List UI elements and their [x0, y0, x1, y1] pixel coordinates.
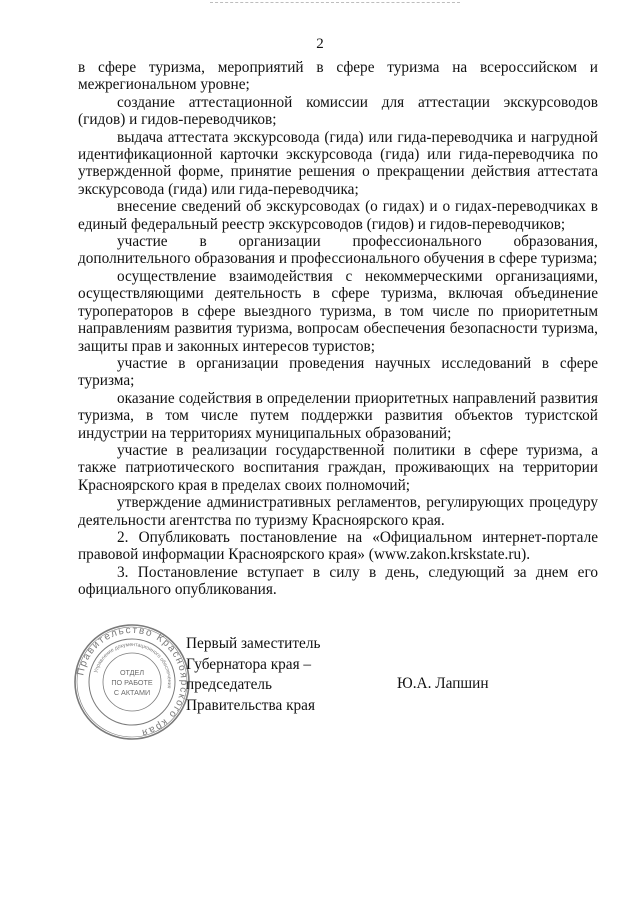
paragraph: внесение сведений об экскурсоводах (о гидах) и о гидах-переводчиках в единый федеральный реестр экскурсоводов (гидов) и гидов-переводчиков;: [78, 198, 598, 233]
signatory-title-line: председатель: [186, 676, 273, 693]
paragraph: осуществление взаимодействия с некоммерческими организациями, осуществляющими деятельность в сфере туризма, включая объединение туроператоров в сфере выездного туризма, в том числе по приоритетным направлениям развития туризма, вопросам обеспечения безопасности туризма, защиты прав и законных интересов туристов;: [78, 267, 598, 355]
paragraph: утверждение административных регламентов, регулирующих процедуру деятельности агентства по туризму Красноярского края.: [78, 494, 598, 529]
paragraph: участие в организации проведения научных исследований в сфере туризма;: [78, 354, 598, 390]
seal-center-line: ОТДЕЛ: [119, 668, 145, 677]
signatory-title-line: Правительства края: [186, 696, 315, 714]
paragraph: создание аттестационной комиссии для аттестации экскурсоводов (гидов) и гидов-переводчиков;: [78, 93, 598, 129]
seal-inner-text: Управление документационного обеспечения: [93, 641, 173, 689]
seal-center-line: С АКТАМИ: [113, 688, 151, 697]
signatory-title-line: Губернатора края –: [186, 655, 312, 673]
paragraph: оказание содействия в определении приоритетных направлений развития туризма, в том числе путем поддержки развития объектов туристской индустрии на территориях муниципальных образований;: [78, 389, 598, 442]
document-body: [78, 59, 598, 599]
signatory-title-line: Первый заместитель: [186, 635, 321, 652]
seal-center-line: ПО РАБОТЕ: [111, 678, 153, 687]
page-number: 2: [316, 36, 324, 52]
signatory-title: [186, 634, 320, 716]
paragraph-publication: 2. Опубликовать постановление на «Официальном интернет-портале правовой информации Красноярского края» (www.zakon.krskstate.ru).: [78, 528, 598, 564]
paragraph: в сфере туризма, мероприятий в сфере туризма на всероссийском и межрегиональном уровне;: [78, 59, 598, 94]
top-rule: [210, 2, 460, 3]
paragraph: участие в организации профессионального образования, дополнительного образования и профессионального обучения в сфере туризма;: [78, 233, 598, 268]
signatory-name: Ю.А. Лапшин: [397, 675, 489, 692]
paragraph: выдача аттестата экскурсовода (гида) или гида-переводчика и нагрудной идентификационной карточки экскурсовода (гида) или гида-переводчика по утвержденной форме, принятие решения о прекращении действия аттестата экскурсовода (гида) или гида-переводчика;: [78, 128, 598, 198]
official-seal: [72, 622, 192, 742]
seal-outer-text: Правительство Красноярского края: [75, 624, 190, 739]
paragraph: участие в реализации государственной политики в сфере туризма, а также патриотического воспитания граждан, проживающих на территории Красноярского края в пределах своих полномочий;: [78, 441, 598, 494]
paragraph-entry-into-force: 3. Постановление вступает в силу в день, следующий за днем его официального опубликования.: [78, 563, 598, 599]
